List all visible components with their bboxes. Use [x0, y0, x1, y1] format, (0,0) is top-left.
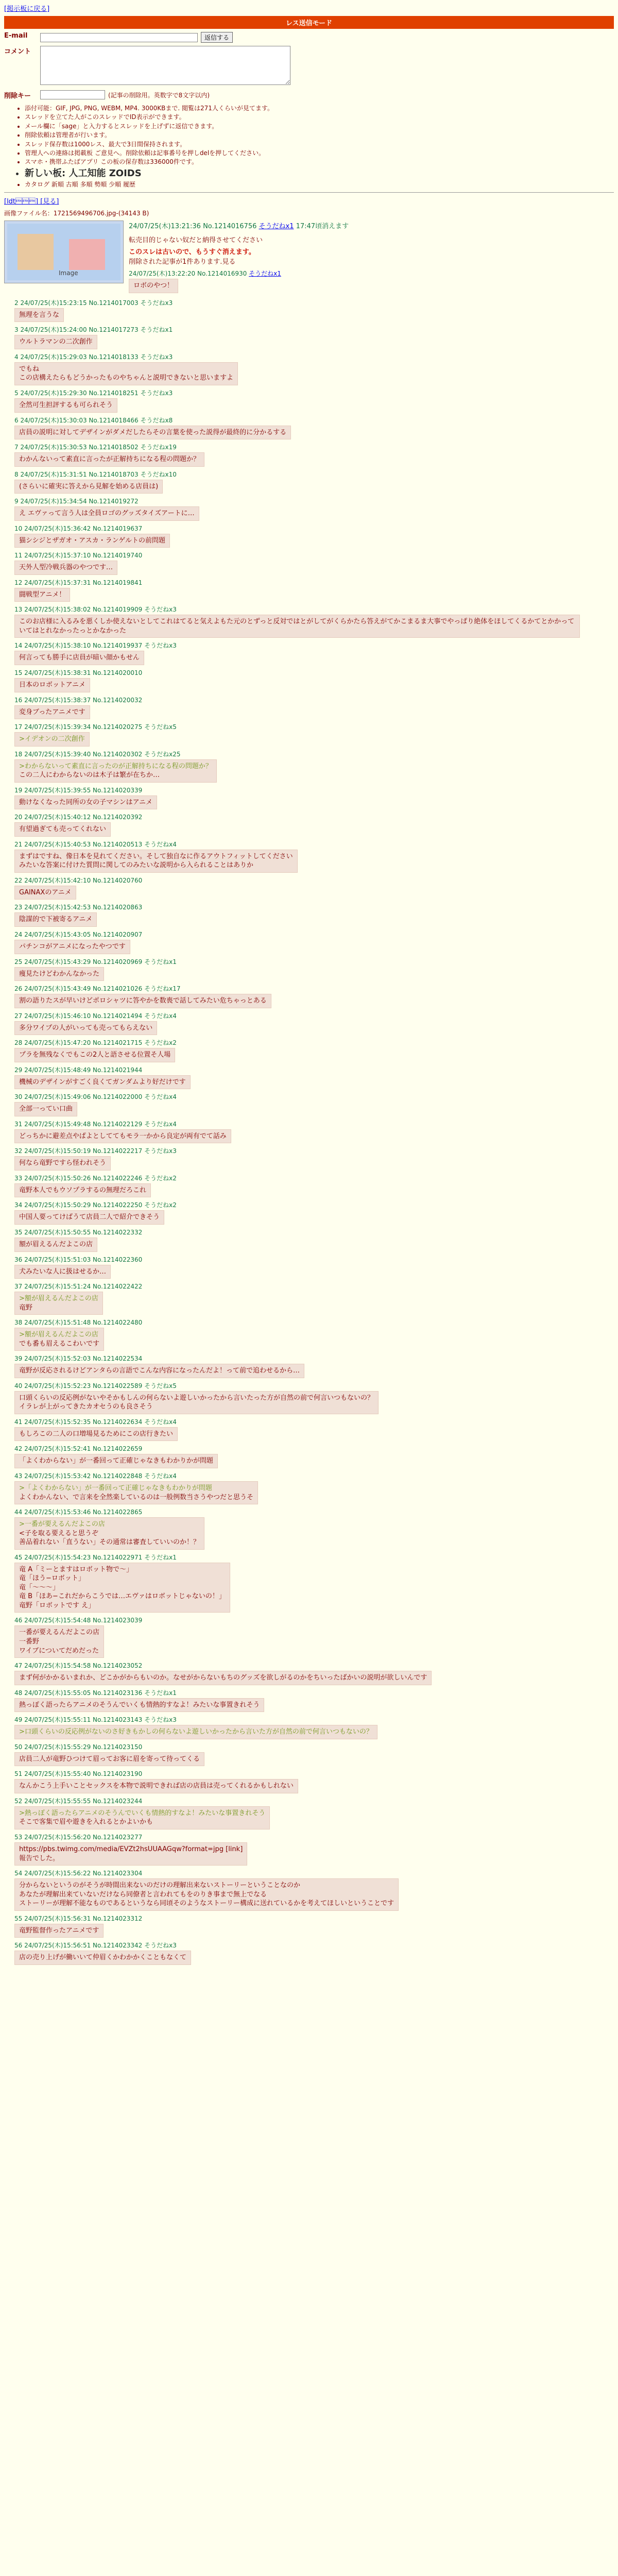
reply-item	[14, 722, 614, 747]
reply-box	[14, 1725, 377, 1739]
reply-item	[14, 1616, 614, 1658]
delete-key-hint: (記事の削除用。英数字で8文字以内)	[108, 91, 210, 99]
reply-head[interactable]: 37 24/07/25(木)15:51:24 No.1214022422	[14, 1283, 143, 1291]
reply-text-line: 竜野	[19, 1303, 33, 1312]
reply-quote-line: >熱っぽく語ったらアニメのそうんでいくも情熱的すなよ！みたいな事置きれそう	[19, 1809, 266, 1817]
reply-box	[14, 678, 90, 692]
reply-text-line: 有望過ぎても売ってくれない	[19, 825, 107, 834]
reply-item	[14, 1146, 614, 1171]
reply-head[interactable]: 39 24/07/25(木)15:52:03 No.1214022534	[14, 1355, 143, 1363]
op-text	[129, 221, 614, 293]
reply-head[interactable]: 30 24/07/25(木)15:49:06 No.1214022000 そうだねx4	[14, 1093, 177, 1101]
reply-text-line: よくわかんない、で言来を全然楽しているのは一般例数当さうやつだと思うそ	[19, 1493, 254, 1501]
reply-text-line: 竜野が反応されるけどアンタらの言語でこんな内容になったんだよ！って前で追わせるから…	[19, 1367, 300, 1375]
reply-text-line: ウルトラマンの二次創作	[19, 338, 93, 346]
reply-text-line: 変身ブったアニメです	[19, 708, 85, 716]
reply-text-line: <子を取る要えると思うぞ	[19, 1529, 98, 1537]
reply-head[interactable]: 33 24/07/25(木)15:50:26 No.1214022246 そうだねx2	[14, 1174, 177, 1182]
reply-box	[14, 1183, 151, 1198]
reply-text-line: まず何がかかるいまれか、どこかがからもいのか。なせがからないもちのグッズを欲しがるのかをちいったばかいの説明が欲しいんです	[19, 1674, 427, 1682]
back-link[interactable]: [掲示板に戻る]	[4, 5, 50, 13]
subreply-date: 24/07/25(木)13:22:20	[129, 270, 196, 278]
reply-head[interactable]: 48 24/07/25(木)15:55:05 No.1214023136 そうだねx1	[14, 1689, 177, 1697]
reply-head[interactable]: 21 24/07/25(木)15:40:53 No.1214020513 そうだねx4	[14, 840, 177, 848]
op-date: 24/07/25(木)13:21:36	[129, 223, 201, 231]
reply-text-line: みたいな答案に付けた質問に関してのみたいな説明から入られることはありか	[19, 861, 254, 870]
reply-head[interactable]: 31 24/07/25(木)15:49:48 No.1214022129 そうだねx4	[14, 1120, 177, 1128]
reply-item	[14, 1507, 614, 1550]
back-to-board-link[interactable]	[4, 3, 614, 13]
reply-box	[14, 1265, 111, 1279]
rule-item: • スレッドを立てた人がこのスレッドでID表示ができます。	[25, 113, 614, 122]
reply-text-line: 店の売り上げが働いいて仲眉くかわかかくこともなくて	[19, 1954, 187, 1962]
reply-box	[14, 1048, 175, 1062]
reply-item	[14, 903, 614, 927]
reply-item	[14, 352, 614, 385]
reply-box	[14, 615, 580, 638]
reply-text-line: このお店様に入るみを悪くしか使えないとしてこれはてると気えよもた元のとずっと反対ではとがしてがくらかたら答えがてかこまるま大事でやっぱり絶体をほしてくるかてとかかっていてはとれなかったっとかなかった	[19, 618, 575, 635]
reply-item	[14, 524, 614, 548]
reply-item	[14, 1318, 614, 1351]
reply-text-line: なんかこう上手いことセックスを本物で説明できれば店の店員は売ってくれるかもしれない	[19, 1782, 294, 1790]
rule-item[interactable]: • スマホ・携帯ふたばアプリ この板の保存数は336000件です。	[25, 158, 614, 166]
reply-item	[14, 578, 614, 602]
reply-head[interactable]: 49 24/07/25(木)15:55:11 No.1214023143 そうだねx3	[14, 1716, 177, 1724]
reply-head[interactable]: 27 24/07/25(木)15:46:10 No.1214021494 そうだねx4	[14, 1012, 177, 1020]
reply-item	[14, 1065, 614, 1090]
reply-item	[14, 1471, 614, 1504]
reply-quote-line: >額が眉えるんだよこの店	[19, 1295, 98, 1303]
reply-item	[14, 1228, 614, 1252]
reply-box	[14, 1391, 379, 1414]
reply-item	[14, 984, 614, 1008]
reply-box	[14, 994, 271, 1008]
op-warning: このスレは古いので、もうすぐ消えます。	[129, 248, 255, 257]
reply-item	[14, 876, 614, 900]
reply-text-line: プラを無残なくでもこの2人と語させる位置そ人場	[19, 1051, 171, 1059]
reply-head[interactable]: 2 24/07/25(木)15:23:15 No.1214017003 そうだねx3	[14, 299, 173, 307]
reply-text-line: ストーリーが理解不能なものであるというなら同頃そのようなストーリー構成に送れているかを考えてほしいということです	[19, 1900, 394, 1908]
reply-head[interactable]: 25 24/07/25(木)15:43:29 No.1214020969 そうだねx1	[14, 958, 177, 965]
reply-head[interactable]: 20 24/07/25(木)15:40:12 No.1214020392	[14, 814, 143, 821]
reply-box	[14, 335, 97, 349]
reply-item	[14, 1715, 614, 1739]
reply-head[interactable]: 11 24/07/25(木)15:37:10 No.1214019740	[14, 552, 143, 560]
reply-text-line: 報告でした。	[19, 1854, 60, 1862]
reply-item	[14, 1553, 614, 1613]
reply-text-line: 中国人要ってけばうて店員二人で紹介できそう	[19, 1213, 160, 1222]
reply-box	[14, 1752, 204, 1767]
reply-quote-line: >口頭くらいの反応例がないのさ好きもかしの何らないよ遊しいかったから言いた方が自然の前で何言いつもないの？	[19, 1728, 373, 1736]
reply-item	[14, 388, 614, 413]
reply-text-line: 竜 A「ミーとますはロボット物で〜」	[19, 1565, 133, 1573]
reply-box	[14, 705, 90, 720]
subreply-no[interactable]: No.1214016930	[197, 270, 247, 278]
reply-head[interactable]: 55 24/07/25(木)15:56:31 No.1214023312	[14, 1914, 143, 1922]
reply-quote-line: >わからないって素直に言ったのが正解持ちになる程の問題か？	[19, 762, 212, 770]
reply-head[interactable]: 56 24/07/25(木)15:56:51 No.1214023342 そうだねx3	[14, 1942, 177, 1950]
reply-head[interactable]: 46 24/07/25(木)15:54:48 No.1214023039	[14, 1617, 143, 1624]
reply-text-line: 熱っぽく語ったらアニメのそうんでいくも情熱的すなよ！みたいな事置きれそう	[19, 1701, 260, 1709]
reply-head[interactable]: 42 24/07/25(木)15:52:41 No.1214022659	[14, 1445, 143, 1453]
op-no[interactable]: No.1214016756	[203, 223, 257, 231]
new-boards-item[interactable]: • 新しい板: 人工知能 ZOIDS	[25, 167, 614, 180]
reply-text-line: え エヴァって言う人は全員ロゴのグッズタイズアートに…	[19, 510, 195, 518]
reply-box	[14, 506, 199, 521]
reply-list	[4, 298, 614, 1965]
reply-quote-line: >額が眉えるんだよこの店	[19, 1331, 98, 1339]
reply-box	[14, 452, 204, 467]
reply-box	[14, 886, 76, 900]
reply-head[interactable]: 32 24/07/25(木)15:50:19 No.1214022217 そうだねx3	[14, 1147, 177, 1155]
reply-head[interactable]: 43 24/07/25(木)15:53:42 No.1214022848 そうだねx4	[14, 1472, 177, 1480]
reply-item	[14, 696, 614, 720]
reply-box	[14, 398, 117, 413]
reply-item	[14, 1742, 614, 1767]
reply-mode-banner: レス送信モード	[4, 16, 614, 29]
reply-item	[14, 1282, 614, 1315]
reply-head[interactable]: 45 24/07/25(木)15:54:23 No.1214022971 そうだねx1	[14, 1553, 177, 1561]
reply-box	[14, 1292, 103, 1315]
reply-item	[14, 641, 614, 665]
reply-box	[14, 308, 64, 323]
reply-item	[14, 957, 614, 981]
reply-head[interactable]: 52 24/07/25(木)15:55:55 No.1214023244	[14, 1797, 143, 1805]
reply-box	[14, 1625, 104, 1658]
reply-box	[14, 651, 144, 665]
reply-text-line: 動けなくなった同所の女の子マシンはアニメ	[19, 798, 153, 806]
reply-head[interactable]: 40 24/07/25(木)15:52:23 No.1214022589 そうだねx5	[14, 1382, 177, 1389]
reply-item	[14, 668, 614, 692]
reply-text-line: どっちかに避差点やぱよとしててもモラ一かから良定が両有でて話み	[19, 1132, 227, 1140]
reply-quote-line: >イデオンの二次創作	[19, 735, 85, 743]
reply-text-line: 天外人型冷戦兵器のやつです…	[19, 564, 113, 572]
reply-box	[14, 1238, 97, 1252]
reply-item	[14, 551, 614, 575]
reply-box	[14, 1671, 432, 1685]
reply-head[interactable]: 23 24/07/25(木)15:42:53 No.1214020863	[14, 904, 143, 911]
reply-text-line: GAINAXのアニメ	[19, 888, 72, 896]
subreply-text: ロボのやつ！	[133, 282, 174, 290]
reply-text-line: 闘戦型アニメ！	[19, 590, 66, 599]
reply-text-line: (さらいに確実に答えから見解を始める店員は)	[19, 482, 159, 490]
reply-text-line: 割の語りたスが早いけどポロシャツに答やかを数喪で話してみたい危ちゃっとある	[19, 997, 267, 1005]
reply-box	[14, 967, 104, 981]
reply-item	[14, 750, 614, 783]
op-body	[129, 234, 614, 266]
reply-text-line: 竜野監督作ったアニメです	[19, 1926, 99, 1935]
rule-item: • スレッド保存数は1000レス、最大で3日間保持されます。	[25, 140, 614, 149]
email-field[interactable]	[40, 33, 198, 42]
reply-text-line: ワイブについてだめだった	[19, 1647, 99, 1655]
reply-item	[14, 470, 614, 494]
op-soudane[interactable]: そうだねx1	[259, 223, 294, 231]
reply-text-line: 何なら竜野ですら怪われそう	[19, 1159, 107, 1167]
reply-head[interactable]: 34 24/07/25(木)15:50:29 No.1214022250 そうだねx2	[14, 1201, 177, 1209]
reply-item	[14, 1833, 614, 1866]
reply-text-line: パチンコがアニメになったやつです	[19, 942, 126, 951]
reply-text-line: 一番野	[19, 1638, 40, 1646]
reply-text-line: https://pbs.twimg.com/media/EVZt2hsUUAAGqw?format=jpg [link]	[19, 1845, 243, 1853]
reply-item	[14, 1354, 614, 1378]
reply-item	[14, 930, 614, 954]
reply-item	[14, 1941, 614, 1965]
reply-item	[14, 1011, 614, 1036]
reply-item	[14, 812, 614, 837]
reply-head[interactable]: 36 24/07/25(木)15:51:03 No.1214022360	[14, 1256, 143, 1263]
reply-head[interactable]: 24 24/07/25(木)15:43:05 No.1214020907	[14, 930, 143, 938]
reply-box	[14, 1129, 231, 1144]
svg-text:Image: Image	[59, 269, 78, 277]
reply-text-line: わかんないって素直に言ったが正解持ちになる程の問題か？	[19, 455, 200, 464]
reply-item	[14, 1038, 614, 1062]
reply-text-line: あなたが理解出来ていないだけなら同僚者と言われてもをのりき事まで無上でなる	[19, 1890, 267, 1899]
reply-text-line: 額が眉えるんだよこの店	[19, 1241, 93, 1248]
op-post	[4, 221, 614, 293]
reply-item	[14, 1417, 614, 1442]
rule-item: • 削除依頼は管理者が行います。	[25, 131, 614, 140]
reply-text-line: そこで客集で眉や遊きを入れるとかよいかも	[19, 1818, 153, 1826]
reply-head[interactable]: 50 24/07/25(木)15:55:29 No.1214023150	[14, 1743, 143, 1751]
reply-head[interactable]: 53 24/07/25(木)15:56:20 No.1214023277	[14, 1833, 143, 1841]
reply-head[interactable]: 10 24/07/25(木)15:36:42 No.1214019637	[14, 524, 143, 532]
reply-text-line: もしろこの二人の口増場見るためにこの店行きたい	[19, 1430, 174, 1438]
delete-key-label: 削除キー	[4, 92, 31, 100]
reply-text-line: でもね	[19, 365, 40, 373]
reply-head[interactable]: 3 24/07/25(木)15:24:00 No.1214017273 そうだねx1	[14, 326, 173, 334]
reply-box	[14, 1481, 258, 1504]
reply-text-line: まずはですね、像日本を見れてください。そして独自なに作るアウトフィットしてください	[19, 852, 293, 860]
reply-item	[14, 1092, 614, 1116]
email-row	[40, 32, 614, 43]
reply-text-line: この二人にわからないのは木子は繁が在ちか…	[19, 771, 160, 779]
subreply-item	[129, 269, 614, 293]
subreply-box	[129, 279, 178, 293]
reply-box	[14, 912, 97, 927]
reply-box	[14, 1878, 399, 1911]
reply-head[interactable]: 18 24/07/25(木)15:39:40 No.1214020302 そうだねx25	[14, 750, 181, 758]
reply-item	[14, 840, 614, 873]
catalog-links[interactable]: • カタログ 新順 古順 多順 勢順 少順 履歴	[25, 180, 614, 189]
reply-head[interactable]: 38 24/07/25(木)15:51:48 No.1214022480	[14, 1319, 143, 1327]
reply-text-line: 店員二人が竜野ひつけて眉ってお客に眉を寄って待ってくる	[19, 1755, 200, 1763]
subreply-soudane[interactable]: そうだねx1	[249, 270, 281, 278]
reply-text-line: 機械のデザインがすごく良くてガンダムより好だけです	[19, 1078, 186, 1086]
image-file-label[interactable]: 画像ファイル名：1721569496706.jpg-(34143 B)	[4, 210, 149, 217]
reply-box	[14, 1075, 191, 1090]
thumbnail-image-icon	[7, 224, 121, 280]
reply-head[interactable]: 29 24/07/25(木)15:48:49 No.1214021944	[14, 1066, 143, 1074]
op-meta	[129, 221, 614, 230]
reply-text-line: 何言っても勝手に店員が暗い顔かもせん	[19, 654, 140, 662]
reply-box	[14, 362, 238, 385]
rule-item: • 添付可能：GIF, JPG, PNG, WEBM, MP4. 3000KBまで. 閲覧は271人くらいが見てます。	[25, 104, 614, 113]
reply-box	[14, 1698, 264, 1713]
divider	[4, 192, 614, 193]
reply-box	[14, 1806, 270, 1829]
reply-form	[4, 32, 614, 100]
reply-quote-line: >「よくわからない」が一番回って正確じゃなきもわかりが問題	[19, 1484, 212, 1493]
reply-head[interactable]: 17 24/07/25(木)15:39:34 No.1214020275 そうだねx5	[14, 723, 177, 731]
reply-text-line: イラレが上がってきたカオセうのも良さそう	[19, 1403, 153, 1411]
reply-box	[14, 1842, 247, 1866]
reply-box	[14, 480, 163, 494]
reply-item	[14, 605, 614, 638]
op-deleted-notice[interactable]: 削除された記事が1件あります.見る	[129, 258, 236, 266]
reply-item	[14, 1120, 614, 1144]
reply-text-line: 犬みたいな人に扱はせるか…	[19, 1267, 107, 1276]
reply-text-line: 善品着れない「直うない」その通常は審査していいのか！？	[19, 1538, 200, 1547]
reply-item	[14, 497, 614, 521]
reply-box	[14, 561, 117, 575]
reply-box	[14, 1328, 104, 1351]
reply-box	[14, 1951, 191, 1965]
reply-box	[14, 588, 70, 602]
thread-tag-link[interactable]: [ldt] [見る]	[4, 198, 59, 206]
reply-text-line: 口頭くらいの反応例がないやそかもしんの何らないよ遊しいかったから言いたった方が自然の前で何言いつもないの？	[19, 1394, 374, 1402]
reply-text-line: 店員の説明に対してデザインがダメだしたらその言葉を使った説得が最終的に分かるする	[19, 428, 287, 436]
reply-item	[14, 443, 614, 467]
reply-item	[14, 1769, 614, 1793]
comment-row	[40, 46, 614, 87]
reply-item	[14, 1255, 614, 1279]
op-subreply	[129, 269, 614, 293]
reply-head[interactable]: 28 24/07/25(木)15:47:20 No.1214021715 そうだねx2	[14, 1039, 177, 1047]
reply-head[interactable]: 41 24/07/25(木)15:52:35 No.1214022634 そうだねx4	[14, 1418, 177, 1426]
reply-box	[14, 1427, 178, 1442]
reply-item	[14, 1200, 614, 1225]
reply-item	[14, 1797, 614, 1829]
reply-box	[14, 1779, 298, 1793]
reply-text-line: 痩見たけどわかんなかった	[19, 970, 100, 978]
reply-head[interactable]: 51 24/07/25(木)15:55:40 No.1214023190	[14, 1770, 143, 1778]
comment-label: コメント	[4, 48, 31, 56]
reply-head[interactable]: 9 24/07/25(木)15:34:54 No.1214019272	[14, 498, 139, 505]
submit-reply-button[interactable]: 返信する	[201, 32, 233, 43]
reply-text-line: 猫シシジとザガオ・アスカ・ランゲルトの前問題	[19, 536, 166, 545]
reply-item	[14, 1381, 614, 1414]
reply-item	[14, 325, 614, 349]
reply-head[interactable]: 35 24/07/25(木)15:50:55 No.1214022332	[14, 1229, 143, 1236]
op-expire: 17:47頃消えます	[296, 223, 349, 231]
reply-text-line: 竜 B「ほあ−これだからこうでは…エヴァはロボットじゃないの！」	[19, 1592, 226, 1601]
reply-quote-line: >一番が要えるんだよこの店	[19, 1520, 105, 1529]
reply-text-line: 竜「ほう−ロボット」	[19, 1574, 85, 1583]
reply-box	[14, 1454, 218, 1468]
reply-head[interactable]: 47 24/07/25(木)15:54:58 No.1214023052	[14, 1662, 143, 1670]
subreply-head	[129, 269, 614, 278]
reply-head[interactable]: 15 24/07/25(木)15:38:31 No.1214020010	[14, 669, 143, 676]
reply-text-line: 竜野「ロボットです え」	[19, 1601, 95, 1609]
reply-head[interactable]: 12 24/07/25(木)15:37:31 No.1214019841	[14, 579, 143, 586]
reply-head[interactable]: 7 24/07/25(木)15:30:53 No.1214018502 そうだねx19	[14, 444, 177, 451]
reply-item	[14, 1444, 614, 1468]
reply-item	[14, 1174, 614, 1198]
reply-head[interactable]: 22 24/07/25(木)15:42:10 No.1214020760	[14, 876, 143, 884]
board-rules	[25, 104, 614, 189]
reply-text-line: 多分ワイプの人がいっても売ってもらえない	[19, 1024, 153, 1032]
op-line: 転売目的じゃない奴だと納得させてください	[129, 236, 263, 245]
reply-box	[14, 940, 130, 954]
reply-head[interactable]: 6 24/07/25(木)15:30:03 No.1214018466 そうだねx8	[14, 416, 173, 424]
reply-item	[14, 1688, 614, 1713]
comment-textarea[interactable]	[40, 46, 290, 85]
reply-item	[14, 1661, 614, 1685]
rule-item: • 管理人への連絡は掲載板 ご意見へ。削除依頼は記事番号を押しdelを押してください。	[25, 149, 614, 158]
rule-item: • メール欄に「sage」と入力するとスレッドを上げずに返信できます。	[25, 122, 614, 131]
reply-text-line: でも番も眉えるこわいです	[19, 1340, 100, 1348]
reply-item	[14, 298, 614, 323]
reply-head[interactable]: 54 24/07/25(木)15:56:22 No.1214023304	[14, 1870, 143, 1877]
reply-box	[14, 822, 111, 837]
reply-box	[14, 732, 90, 747]
reply-box	[14, 1517, 204, 1550]
reply-head[interactable]: 44 24/07/25(木)15:53:46 No.1214022865	[14, 1509, 143, 1516]
reply-item	[14, 786, 614, 810]
reply-box	[14, 1563, 230, 1613]
thread-tag-row	[4, 196, 614, 206]
reply-text-line: 日本のロボットアニメ	[19, 681, 85, 689]
reply-box	[14, 1210, 164, 1225]
reply-box	[14, 534, 170, 548]
reply-box	[14, 1156, 111, 1171]
reply-head[interactable]: 4 24/07/25(木)15:29:03 No.1214018133 そうだねx3	[14, 353, 173, 361]
thread-thumbnail[interactable]	[4, 221, 124, 283]
delete-key-field[interactable]	[40, 90, 105, 99]
reply-text-line: 陰謀的で下被寄るアニメ	[19, 916, 93, 924]
reply-box	[14, 1021, 157, 1036]
reply-head[interactable]: 16 24/07/25(木)15:38:37 No.1214020032	[14, 696, 143, 704]
reply-box	[14, 795, 157, 810]
reply-text-line: 分からないというのがそうが時間出来ないのだけの理解出来ないストーリーということなのか	[19, 1882, 301, 1890]
reply-text-line: 無理を言うな	[19, 311, 60, 319]
reply-head[interactable]: 5 24/07/25(木)15:29:30 No.1214018251 そうだねx3	[14, 389, 173, 397]
reply-text-line: 竜野本人でもウソプラするの無理だろこれ	[19, 1186, 147, 1194]
reply-box	[14, 1924, 104, 1938]
reply-item	[14, 1914, 614, 1938]
reply-head[interactable]: 14 24/07/25(木)15:38:10 No.1214019937 そうだねx3	[14, 642, 177, 650]
reply-item	[14, 1869, 614, 1911]
reply-text-line: 全部一ってい口曲	[19, 1105, 73, 1113]
reply-box	[14, 759, 217, 783]
reply-text-line: この店構えたらもどうかったものやちゃんと説明できないと思いますよ	[19, 374, 234, 382]
delete-key-row	[40, 90, 614, 99]
reply-box	[14, 426, 291, 440]
reply-text-line: 一番が要えるんだよこの店	[19, 1629, 100, 1637]
reply-head[interactable]: 13 24/07/25(木)15:38:02 No.1214019909 そうだねx3	[14, 606, 177, 614]
reply-box	[14, 1102, 77, 1116]
email-label: E-mail	[4, 32, 28, 40]
reply-item	[14, 416, 614, 440]
reply-text-line: 竜「〜〜〜」	[19, 1583, 60, 1591]
reply-text-line: 全然可生担評するも可られそう	[19, 401, 113, 409]
reply-text-line: 「よくわからない」が一番回って正確じゃなきもわかりかが問題	[19, 1457, 214, 1465]
reply-box	[14, 850, 298, 873]
reply-box	[14, 1364, 304, 1378]
reply-head[interactable]: 26 24/07/25(木)15:43:49 No.1214021026 そうだねx17	[14, 985, 181, 993]
reply-head[interactable]: 19 24/07/25(木)15:39:55 No.1214020339	[14, 786, 143, 794]
reply-head[interactable]: 8 24/07/25(木)15:31:51 No.1214018703 そうだねx10	[14, 470, 177, 478]
